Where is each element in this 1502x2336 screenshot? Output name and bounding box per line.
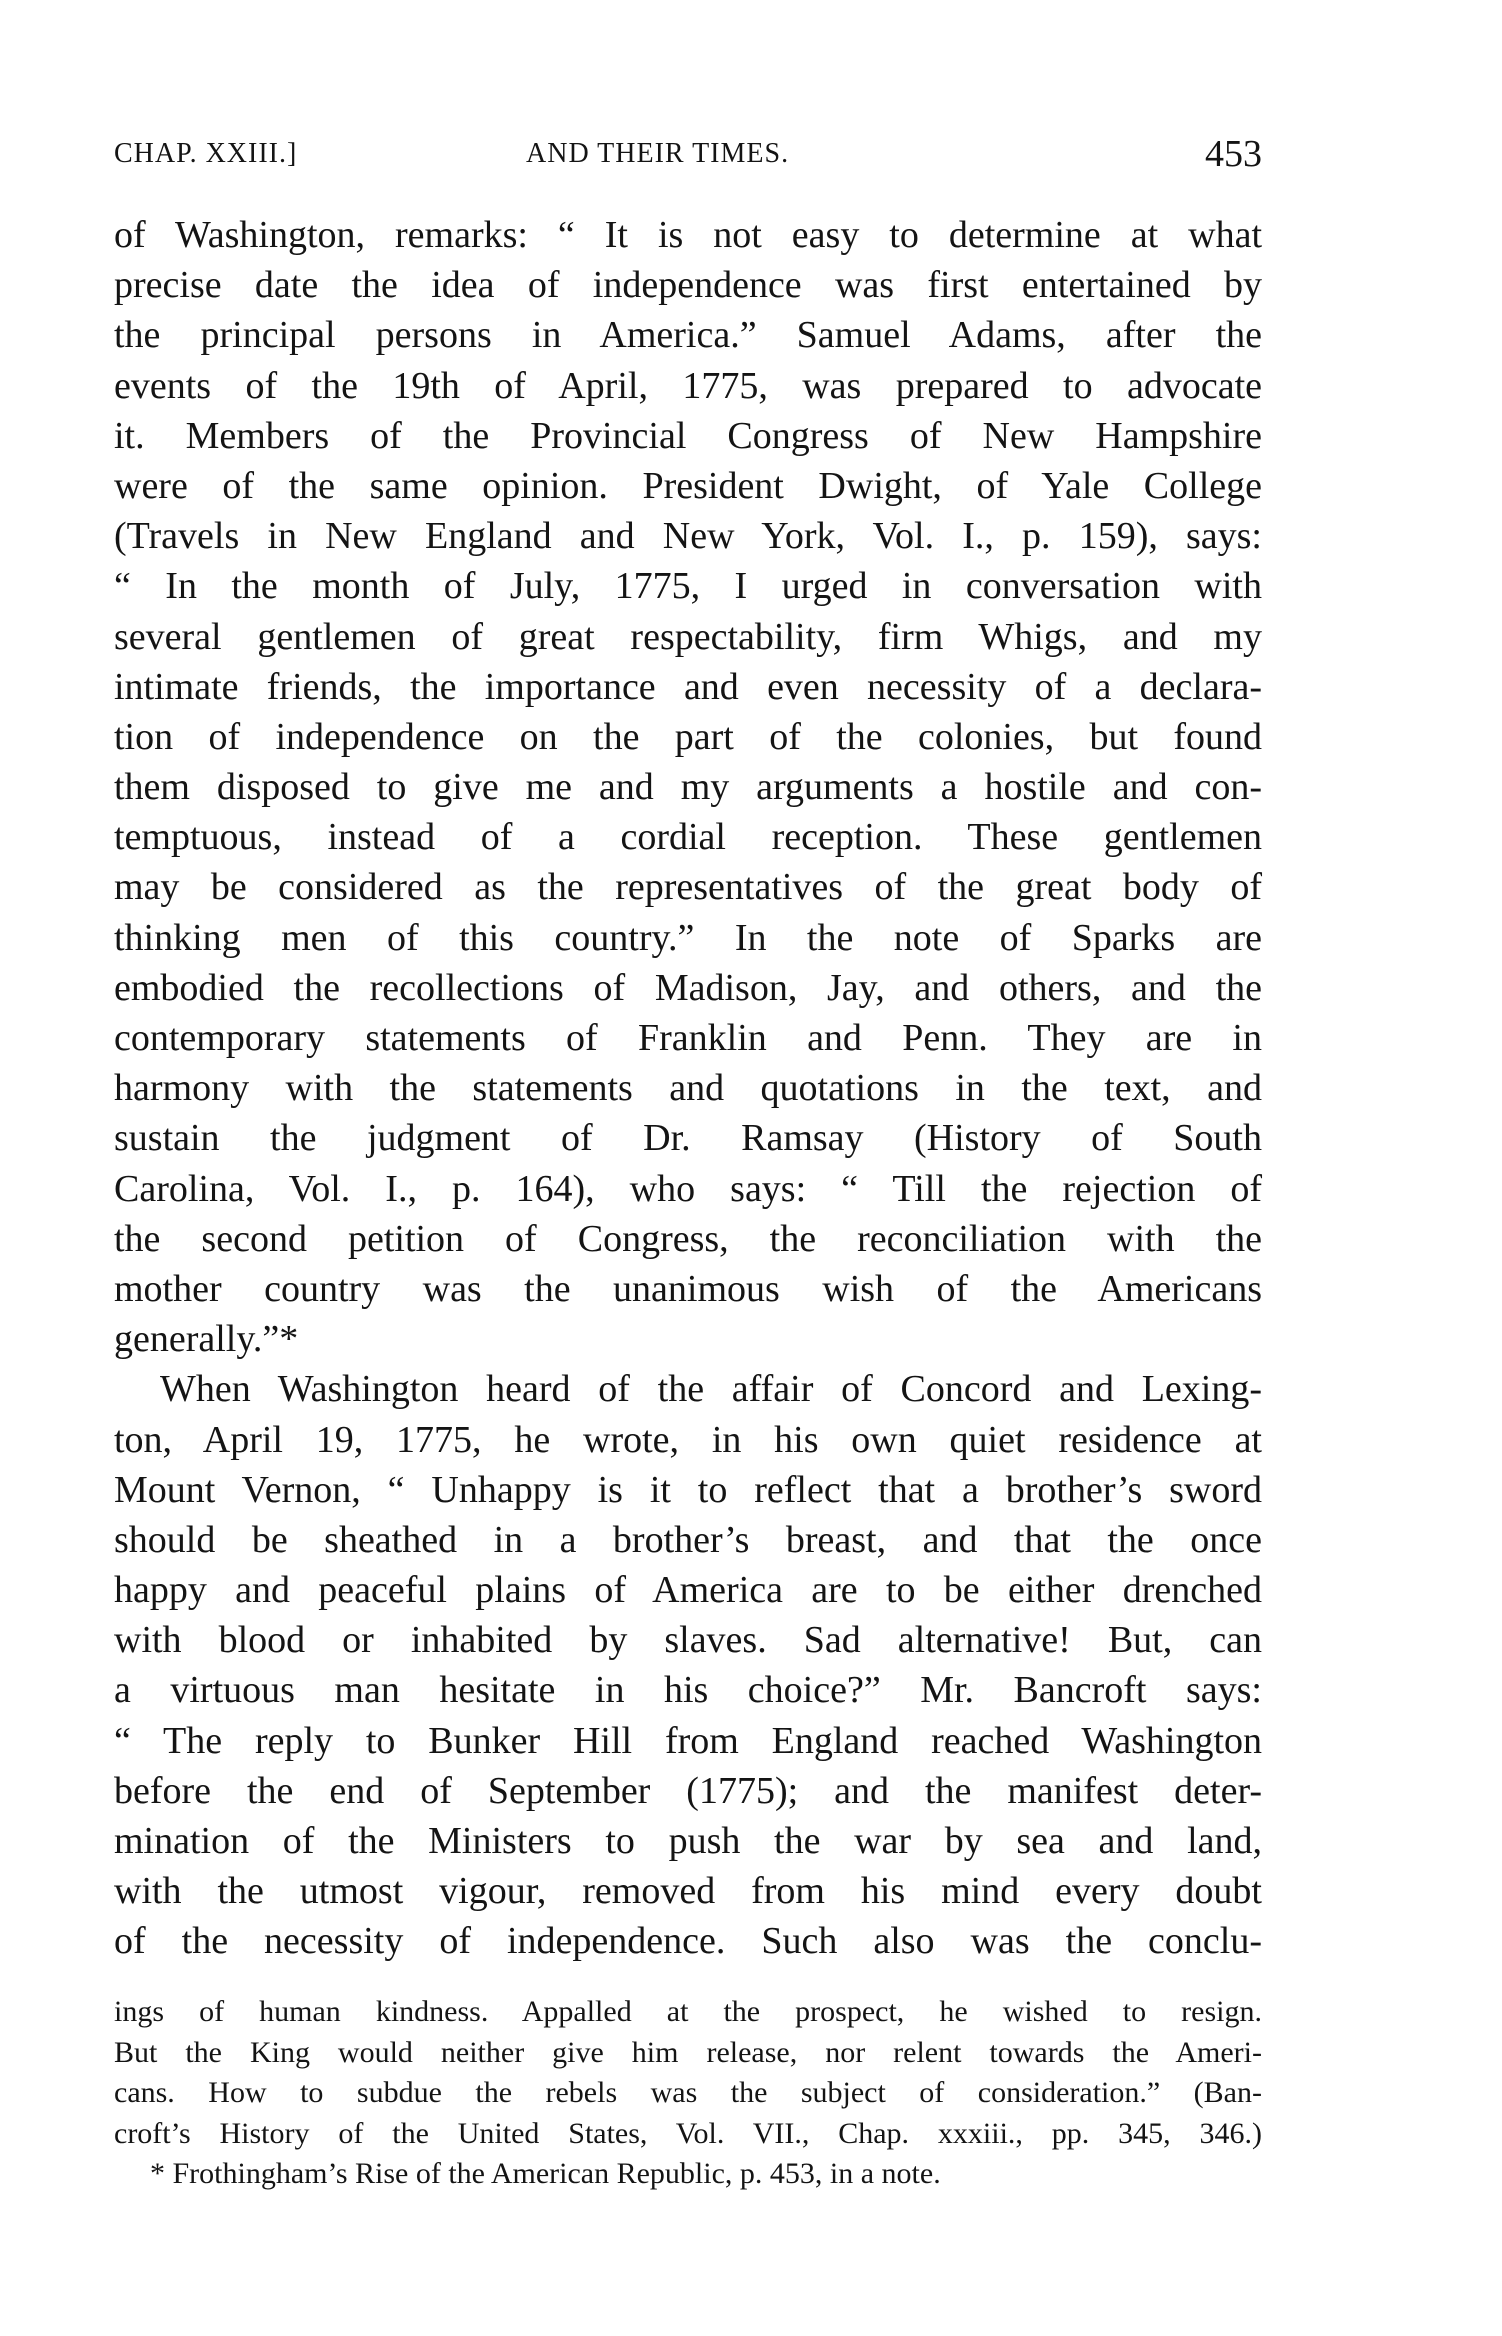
text-line: Carolina, Vol. I., p. 164), who says: “ Till the rejection of [114,1167,1262,1210]
text-line: “ In the month of July, 1775, I urged in conversation with [114,565,1262,608]
text-line: it. Members of the Provincial Congress of New Hampshire [114,414,1262,457]
chapter-heading: CHAP. XXIII.] [114,138,298,169]
text-line: Mount Vernon, “ Unhappy is it to reflect that a brother’s sword [114,1468,1262,1511]
text-line: before the end of September (1775); and the manifest deter- [114,1769,1262,1812]
page-number: 453 [1205,133,1262,175]
text-line: precise date the idea of independence was first entertained by [114,264,1262,307]
text-line: with the utmost vigour, removed from his mind every doubt [114,1870,1262,1913]
footnotes [114,1992,1262,2195]
text-line: the second petition of Congress, the reconciliation with the [114,1217,1262,1260]
text-line: should be sheathed in a brother’s breast, and that the once [114,1518,1262,1561]
text-line: may be considered as the representatives of the great body of [114,866,1262,909]
text-line: “ The reply to Bunker Hill from England reached Washington [114,1719,1262,1762]
text-line: (Travels in New England and New York, Vol. I., p. 159), says: [114,515,1262,558]
footnote-line: cans. How to subdue the rebels was the subject of consideration.” (Ban- [114,2076,1262,2109]
text-line: a virtuous man hesitate in his choice?” Mr. Bancroft says: [114,1669,1262,1712]
text-line: were of the same opinion. President Dwight, of Yale College [114,464,1262,507]
text-line: thinking men of this country.” In the note of Sparks are [114,916,1262,959]
text-line: sustain the judgment of Dr. Ramsay (History of South [114,1117,1262,1160]
text-line: happy and peaceful plains of America are to be either drenched [114,1569,1262,1612]
text-line: of the necessity of independence. Such also was the conclu- [114,1920,1262,1963]
text-line: the principal persons in America.” Samuel Adams, after the [114,314,1262,357]
text-line: intimate friends, the importance and even necessity of a declara- [114,665,1262,708]
running-title: AND THEIR TIMES. [526,138,790,169]
footnote-line: ings of human kindness. Appalled at the prospect, he wished to resign. [114,1995,1262,2028]
text-line: When Washington heard of the affair of Concord and Lexing- [160,1368,1262,1411]
text-line: generally.”* [114,1318,299,1361]
text-line: tion of independence on the part of the colonies, but found [114,715,1262,758]
text-line: with blood or inhabited by slaves. Sad alternative! But, can [114,1619,1262,1662]
text-line: several gentlemen of great respectability, firm Whigs, and my [114,615,1262,658]
footnote-line: croft’s History of the United States, Vol. VII., Chap. xxxiii., pp. 345, 346.) [114,2116,1262,2150]
text-line: harmony with the statements and quotations in the text, and [114,1067,1262,1110]
text-line: mination of the Ministers to push the war by sea and land, [114,1820,1262,1862]
footnote-line: * Frothingham’s Rise of the American Republic, p. 453, in a note. [150,2157,941,2190]
text-line: of Washington, remarks: “ It is not easy to determine at what [114,214,1262,256]
main-text [114,210,1262,1967]
text-line: contemporary statements of Franklin and Penn. They are in [114,1017,1262,1059]
footnote-line: But the King would neither give him release, nor relent towards the Ameri- [114,2035,1262,2069]
text-line: embodied the recollections of Madison, Jay, and others, and the [114,966,1262,1009]
text-line: ton, April 19, 1775, he wrote, in his own quiet residence at [114,1418,1262,1461]
text-line: them disposed to give me and my arguments a hostile and con- [114,766,1262,809]
text-line: events of the 19th of April, 1775, was prepared to advocate [114,364,1262,407]
page-header [114,132,1262,182]
text-line: temptuous, instead of a cordial reception. These gentlemen [114,816,1262,859]
text-line: mother country was the unanimous wish of the Americans [114,1267,1262,1310]
